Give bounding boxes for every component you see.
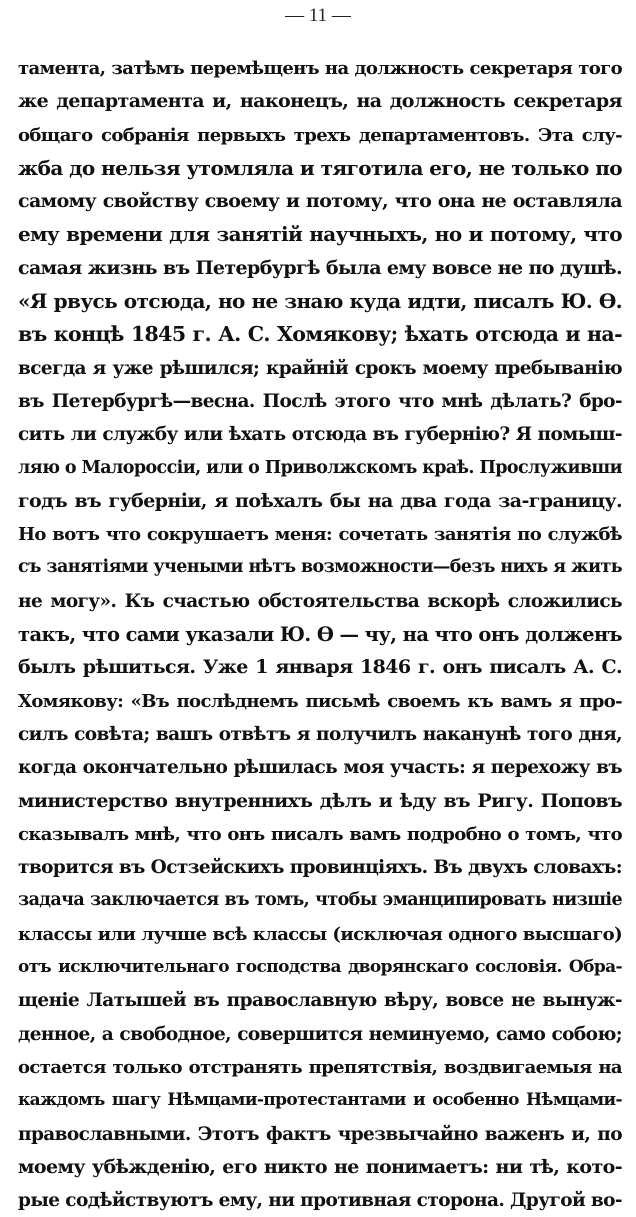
text-line: творится въ Остзейскихъ провинціяхъ. Въ двухъ словахъ: bbox=[18, 857, 622, 879]
text-line: всегда я уже рѣшился; крайній срокъ моему пребыванію bbox=[18, 357, 622, 379]
text-line: моему убѣжденію, его никто не понимаетъ: ни тѣ, кото- bbox=[18, 1155, 622, 1178]
text-line: классы или лучше всѣ классы (исключая одного высшаго) bbox=[18, 923, 622, 945]
text-line: ему времени для занятій научныхъ, но и потому, что bbox=[18, 222, 622, 247]
text-line: сказывалъ мнѣ, что онъ писалъ вамъ подробно о томъ, что bbox=[18, 823, 622, 845]
text-line: такъ, что сами указали Ю. Ѳ — чу, на что онъ долженъ bbox=[18, 623, 622, 647]
text-line: былъ рѣшиться. Уже 1 января 1846 г. онъ писалъ А. С. bbox=[18, 656, 622, 679]
text-line: православными. Этотъ фактъ чрезвычайно важенъ и, по bbox=[18, 1123, 622, 1145]
text-line: въ Петербургѣ—весна. Послѣ этого что мнѣ дѣлать? бро- bbox=[18, 390, 622, 412]
page-text-body bbox=[18, 52, 622, 1217]
text-line: когда окончательно рѣшилась моя участь: я перехожу въ bbox=[18, 757, 622, 779]
text-line: годъ въ губерніи, я поѣхалъ бы на два года за-границу. bbox=[18, 489, 622, 512]
text-line: задача заключается въ томъ, чтобы эманципировать низшіе bbox=[18, 890, 622, 911]
text-line: отъ исключительнаго господства дворянскаго сословія. Обра- bbox=[18, 957, 622, 978]
text-line: общаго собранія первыхъ трехъ департаментовъ. Эта слу- bbox=[18, 124, 622, 146]
text-line: остается только отстранять препятствія, воздвигаемыя на bbox=[18, 1056, 622, 1078]
text-line: Но вотъ что сокрушаетъ меня: сочетать занятія по службѣ bbox=[18, 524, 622, 546]
text-line: не могу». Къ счастью обстоятельства вскорѣ сложились bbox=[18, 590, 622, 612]
text-line: рые содѣйствуютъ ему, ни противная сторона. Другой во- bbox=[18, 1190, 622, 1212]
text-line: жба до нельзя утомляла и тяготила его, не только по bbox=[18, 155, 622, 180]
text-line: денное, а свободное, совершится неминуемо, само собою; bbox=[18, 1023, 622, 1045]
text-line: щеніе Латышей въ православную вѣру, вовсе не вынуж- bbox=[18, 990, 622, 1012]
text-line: министерство внутреннихъ дѣлъ и ѣду въ Ригу. Поповъ bbox=[18, 789, 622, 812]
text-line: самому свойству своему и потому, что она не оставляла bbox=[18, 190, 622, 213]
text-line: самая жизнь въ Петербургѣ была ему вовсе не по душѣ. bbox=[18, 256, 622, 279]
page-number: — 11 — bbox=[285, 5, 351, 26]
text-line: «Я рвусь отсюда, но не знаю куда идти, писалъ Ю. Ѳ. bbox=[18, 289, 622, 314]
text-line: въ концѣ 1845 г. А. С. Хомякову; ѣхать отсюда и на- bbox=[18, 322, 622, 347]
text-line: тамента, затѣмъ перемѣщенъ на должность секретаря того bbox=[18, 58, 622, 79]
text-line: съ занятіями учеными нѣтъ возможности—безъ нихъ я жить bbox=[18, 557, 622, 578]
text-line: сить ли службу или ѣхать отсюда въ губернію? Я помыш- bbox=[18, 424, 622, 446]
text-line: же департамента и, наконецъ, на должность секретаря bbox=[18, 90, 622, 113]
text-line: Хомякову: «Въ послѣднемъ письмѣ своемъ къ вамъ я про- bbox=[18, 690, 622, 712]
text-line: ляю о Малороссіи, или о Приволжскомъ краѣ. Прослуживши bbox=[18, 457, 622, 478]
text-line: каждомъ шагу Нѣмцами-протестантами и особенно Нѣмцами- bbox=[18, 1090, 622, 1111]
text-line: силъ совѣта; вашъ отвѣтъ я получилъ наканунѣ того дня, bbox=[18, 723, 622, 745]
